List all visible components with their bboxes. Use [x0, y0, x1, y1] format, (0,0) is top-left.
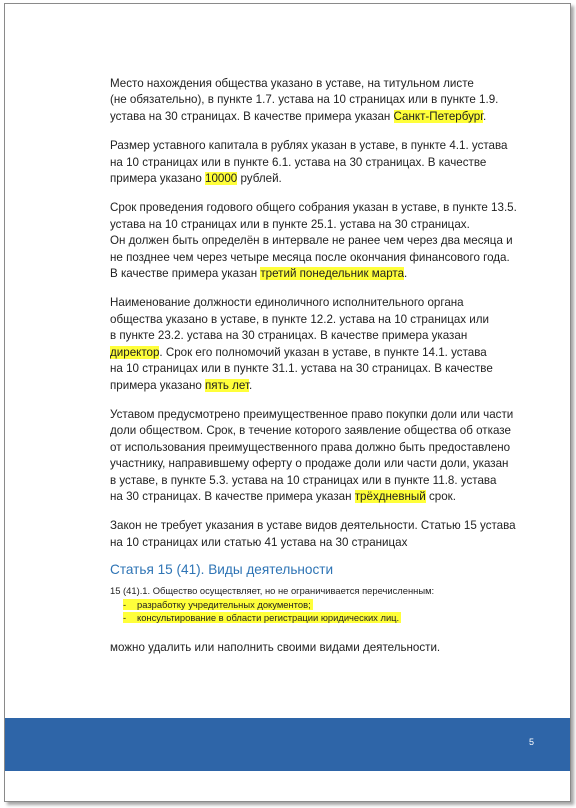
closing-paragraph: можно удалить или наполнить своими видами деятельности.: [110, 641, 441, 655]
highlighted-value: пять лет: [205, 378, 249, 392]
highlighted-value: директор: [110, 345, 160, 359]
paragraph-text: .: [249, 378, 253, 392]
paragraph-text: Закон не требует указания в уставе видов деятельности. Статью 15 устава на 10 страницах или статью 41 устава на 30 страницах: [110, 519, 516, 549]
paragraph-text: срок.: [425, 489, 456, 503]
highlighted-value: третий понедельник марта: [260, 267, 405, 281]
highlighted-value: 10000: [205, 172, 238, 186]
clause-intro: 15 (41).1. Общество осуществляет, но не ограничивается перечисленным:: [110, 585, 435, 597]
paragraph-text: .: [483, 109, 487, 123]
section-heading: Статья 15 (41). Виды деятельности: [110, 562, 334, 578]
paragraph-capital: [110, 138, 550, 187]
paragraph-text: Наименование должности единоличного исполнительного органа общества указано в уставе, в пункте 12.2. устава на 10 страницах или в пункте 23.2. устава на 30 страницах. В качестве примера указан: [110, 296, 490, 343]
paragraph-meeting: [110, 200, 550, 282]
paragraph-text: Размер уставного капитала в рублях указан в уставе, в пункте 4.1. устава на 10 страницах или в пункте 6.1. устава на 30 страницах. В качестве примера указано: [110, 139, 508, 186]
list-item: [123, 612, 550, 625]
paragraph-activities-note: [110, 518, 550, 551]
page-content: [110, 76, 550, 670]
highlighted-value: трёхдневный: [354, 489, 426, 503]
document-page: [4, 3, 571, 802]
dash-bullet: -: [123, 599, 127, 611]
paragraph-text: .: [404, 267, 408, 281]
list-item-text: консультирование в области регистрации юридических лиц.: [137, 611, 400, 623]
paragraph-text: рублей.: [237, 172, 282, 186]
paragraph-location: [110, 76, 550, 125]
paragraph-text: Срок проведения годового общего собрания указан в уставе, в пункте 13.5. устава на 10 страницах или в пункте 25.1. устава на 30 страницах. Он должен быть определён в интервале не ранее чем через два месяца и не позднее чем через четыре месяца после окончания финансового года. В качестве примера указан: [110, 201, 517, 281]
page-number: 5: [528, 737, 534, 747]
list-item-highlight: [123, 599, 313, 610]
paragraph-text: Уставом предусмотрено преимущественное право покупки доли или части доли обществом. Срок, в течение которого заявление общества об отказе от использования преимущественного права должно быть предоставлено участнику, направившему оферту о продаже доли или части доли, указан в уставе, в пункте 5.3. устава на 10 страницах или в пункте 11.8. устава на 30 страницах. В качестве примера указан: [110, 407, 514, 503]
list-item: [123, 599, 550, 612]
paragraph-preemptive: [110, 407, 550, 505]
activities-list: [123, 599, 550, 624]
footer-band: [5, 718, 570, 771]
list-item-text: разработку учредительных документов;: [137, 599, 311, 611]
dash-bullet: -: [123, 611, 127, 623]
paragraph-text: . Срок его полномочий указан в уставе, в пункте 14.1. устава на 10 страницах или в пункте 31.1. устава на 30 страницах. В качестве примера указано: [110, 345, 493, 392]
list-item-highlight: [123, 612, 401, 623]
paragraph-text: Место нахождения общества указано в уставе, на титульном листе (не обязательно), в пункте 1.7. устава на 10 страницах или в пункте 1.9. устава на 30 страницах. В качестве примера указан: [110, 77, 499, 123]
highlighted-value: Санкт-Петербург: [393, 109, 484, 123]
paragraph-executive: [110, 295, 550, 393]
